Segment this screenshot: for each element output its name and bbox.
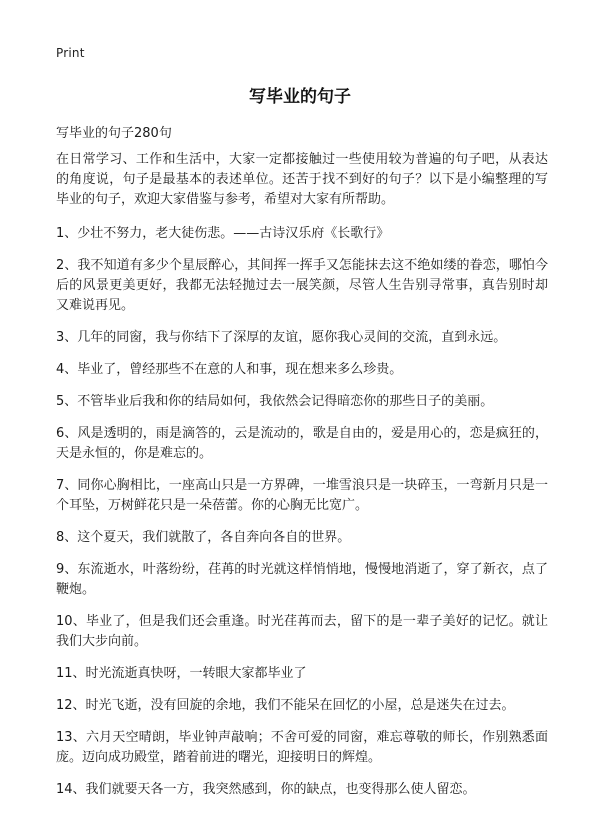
- list-item: 9、东流逝水，叶落纷纷，荏苒的时光就这样悄悄地，慢慢地消逝了，穿了新衣，点了鞭炮。: [56, 562, 548, 597]
- list-item: 11、时光流逝真快呀，一转眼大家都毕业了: [56, 666, 307, 681]
- list-item: 6、风是透明的，雨是滴答的，云是流动的，歌是自由的，爱是用心的，恋是疯狂的，天是永恒的，你是难忘的。: [56, 426, 548, 461]
- print-link[interactable]: Print: [56, 46, 85, 60]
- page-title: 写毕业的句子: [249, 87, 351, 107]
- list-item: 7、同你心胸相比，一座高山只是一方界碑，一堆雪浪只是一块碎玉，一弯新月只是一个耳坠，万树鲜花只是一朵蓓蕾。你的心胸无比宽广。: [56, 478, 548, 513]
- list-item: 1、少壮不努力，老大徒伤悲。——古诗汉乐府《长歌行》: [56, 226, 390, 241]
- list-item: 2、我不知道有多少个星辰醉心，其间挥一挥手又怎能抹去这不绝如缕的眷恋，哪怕今后的风景更美更好，我都无法轻抛过去一展笑颜，尽管人生告别寻常事，真告别时却又难说再见。: [56, 258, 548, 313]
- list-item: 12、时光飞逝，没有回旋的余地，我们不能呆在回忆的小屋，总是迷失在过去。: [56, 698, 515, 713]
- list-item: 14、我们就要天各一方，我突然感到，你的缺点，也变得那么使人留恋。: [56, 782, 476, 797]
- list-item: 10、毕业了，但是我们还会重逢。时光荏苒而去，留下的是一辈子美好的记忆。就让我们大步向前。: [56, 614, 548, 649]
- intro-paragraph: 在日常学习、工作和生活中，大家一定都接触过一些使用较为普遍的句子吧，从表达的角度说，句子是最基本的表述单位。还苦于找不到好的句子？以下是小编整理的写毕业的句子，欢迎大家借鉴与参考，希望对大家有所帮助。: [56, 152, 548, 207]
- document-subtitle: 写毕业的句子280句: [56, 126, 172, 141]
- list-item: 5、不管毕业后我和你的结局如何，我依然会记得暗恋你的那些日子的美丽。: [56, 394, 494, 409]
- document-body: [56, 150, 548, 812]
- list-item: 3、几年的同窗，我与你结下了深厚的友谊，愿你我心灵间的交流，直到永远。: [56, 330, 507, 345]
- list-item: 8、这个夏天，我们就散了，各自奔向各自的世界。: [56, 530, 351, 545]
- list-item: 13、六月天空晴朗，毕业钟声敲响；不舍可爱的同窗，难忘尊敬的师长，作别熟悉面庞。迈向成功殿堂，踏着前进的曙光，迎接明日的辉煌。: [56, 730, 548, 765]
- list-item: 4、毕业了，曾经那些不在意的人和事，现在想来多么珍贵。: [56, 362, 403, 377]
